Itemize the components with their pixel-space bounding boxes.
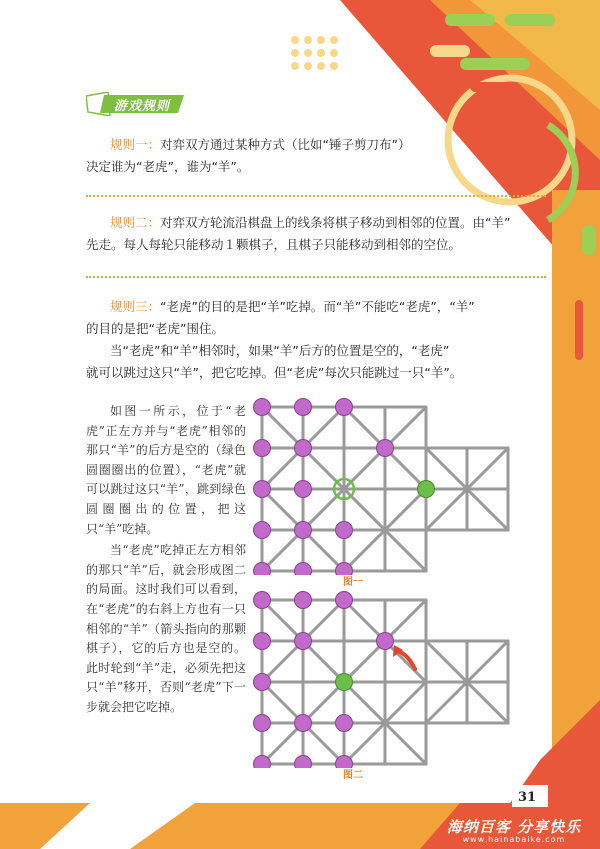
section-title: 游戏规则 xyxy=(114,99,171,114)
decor-bottom-stripe xyxy=(0,803,90,849)
sheep-piece xyxy=(295,399,312,416)
sheep-piece xyxy=(295,563,312,576)
sheep-piece xyxy=(254,715,271,732)
sheep-piece xyxy=(254,674,271,691)
tiger-piece xyxy=(418,481,435,498)
decor-dots xyxy=(291,36,338,70)
sheep-piece xyxy=(336,399,353,416)
sheep-piece xyxy=(254,592,271,609)
sheep-piece xyxy=(254,563,271,576)
dotted-separator xyxy=(86,276,546,278)
page-number: 31 xyxy=(518,790,537,805)
sheep-piece xyxy=(295,522,312,539)
paragraph: 当“老虎”吃掉正左方相邻的那只“羊”后，就会形成图二的局面。这时我们可以看到，在“老虎”的右斜上方也有一只相邻的“羊”（箭头指向的那颗棋子），它的后方也是空的。此时轮到“羊”走，必须先把这只“羊”移开，否则“老虎”下一步就会把它吃掉。 xyxy=(86,543,246,714)
sheep-piece xyxy=(295,756,312,769)
rule-tag: 规则一： xyxy=(110,137,161,152)
section-title-badge xyxy=(86,92,186,116)
rule-tag: 规则二： xyxy=(110,215,161,230)
figure-label-1: 图一 xyxy=(343,577,363,588)
sheep-piece xyxy=(254,522,271,539)
sheep-piece xyxy=(254,756,271,769)
figure-label-2: 图二 xyxy=(343,770,363,781)
sheep-piece xyxy=(254,481,271,498)
game-board-1 xyxy=(250,395,515,575)
rule-1: 规则一：对弈双方通过某种方式（比如“锤子剪刀布”） 决定谁为“老虎”，谁为“羊”。 xyxy=(86,137,411,174)
sheep-piece xyxy=(295,633,312,650)
rule-3: 规则三：“老虎”的目的是把“羊”吃掉。而“羊”不能吃“老虎”，“羊” 的目的是把“老虎”围住。 当“老虎”和“羊”相邻时，如果“羊”后方的位置是空的，“老虎” 就可以跳过这只“羊”，把它吃掉。但“老虎”每次只能跳过一只“羊”。 xyxy=(86,299,475,380)
paragraph: 如图一所示，位于“老虎”正左方并与“老虎”相邻的那只“羊”的后方是空的（绿色圆圈圈出的位置），“老虎”就可以跳过这只“羊”，跳到绿色圆圈圈出的位置，把这只“羊”吃掉。 xyxy=(86,404,246,536)
watermark: 海纳百客 分享快乐 www.hainabaike.com xyxy=(446,818,582,844)
rule-2: 规则二：对弈双方轮流沿棋盘上的线条将棋子移动到相邻的位置。由“羊” 先走。每人每轮只能移动１颗棋子，且棋子只能移动到相邻的空位。 xyxy=(86,215,511,252)
sheep-piece xyxy=(254,633,271,650)
rule-tag: 规则三： xyxy=(110,299,161,314)
sheep-piece xyxy=(336,592,353,609)
sheep-piece xyxy=(295,440,312,457)
decor-right-band xyxy=(552,190,600,760)
side-text xyxy=(86,402,246,720)
sheep-piece xyxy=(377,633,394,650)
tiger-piece xyxy=(336,674,353,691)
sheep-piece xyxy=(295,481,312,498)
sheep-piece xyxy=(295,592,312,609)
sheep-piece xyxy=(254,440,271,457)
sheep-piece xyxy=(377,440,394,457)
sheep-piece xyxy=(336,715,353,732)
dotted-separator xyxy=(86,195,546,197)
sheep-piece xyxy=(336,522,353,539)
sheep-piece xyxy=(254,399,271,416)
sheep-piece xyxy=(295,715,312,732)
game-board-2 xyxy=(250,588,515,768)
